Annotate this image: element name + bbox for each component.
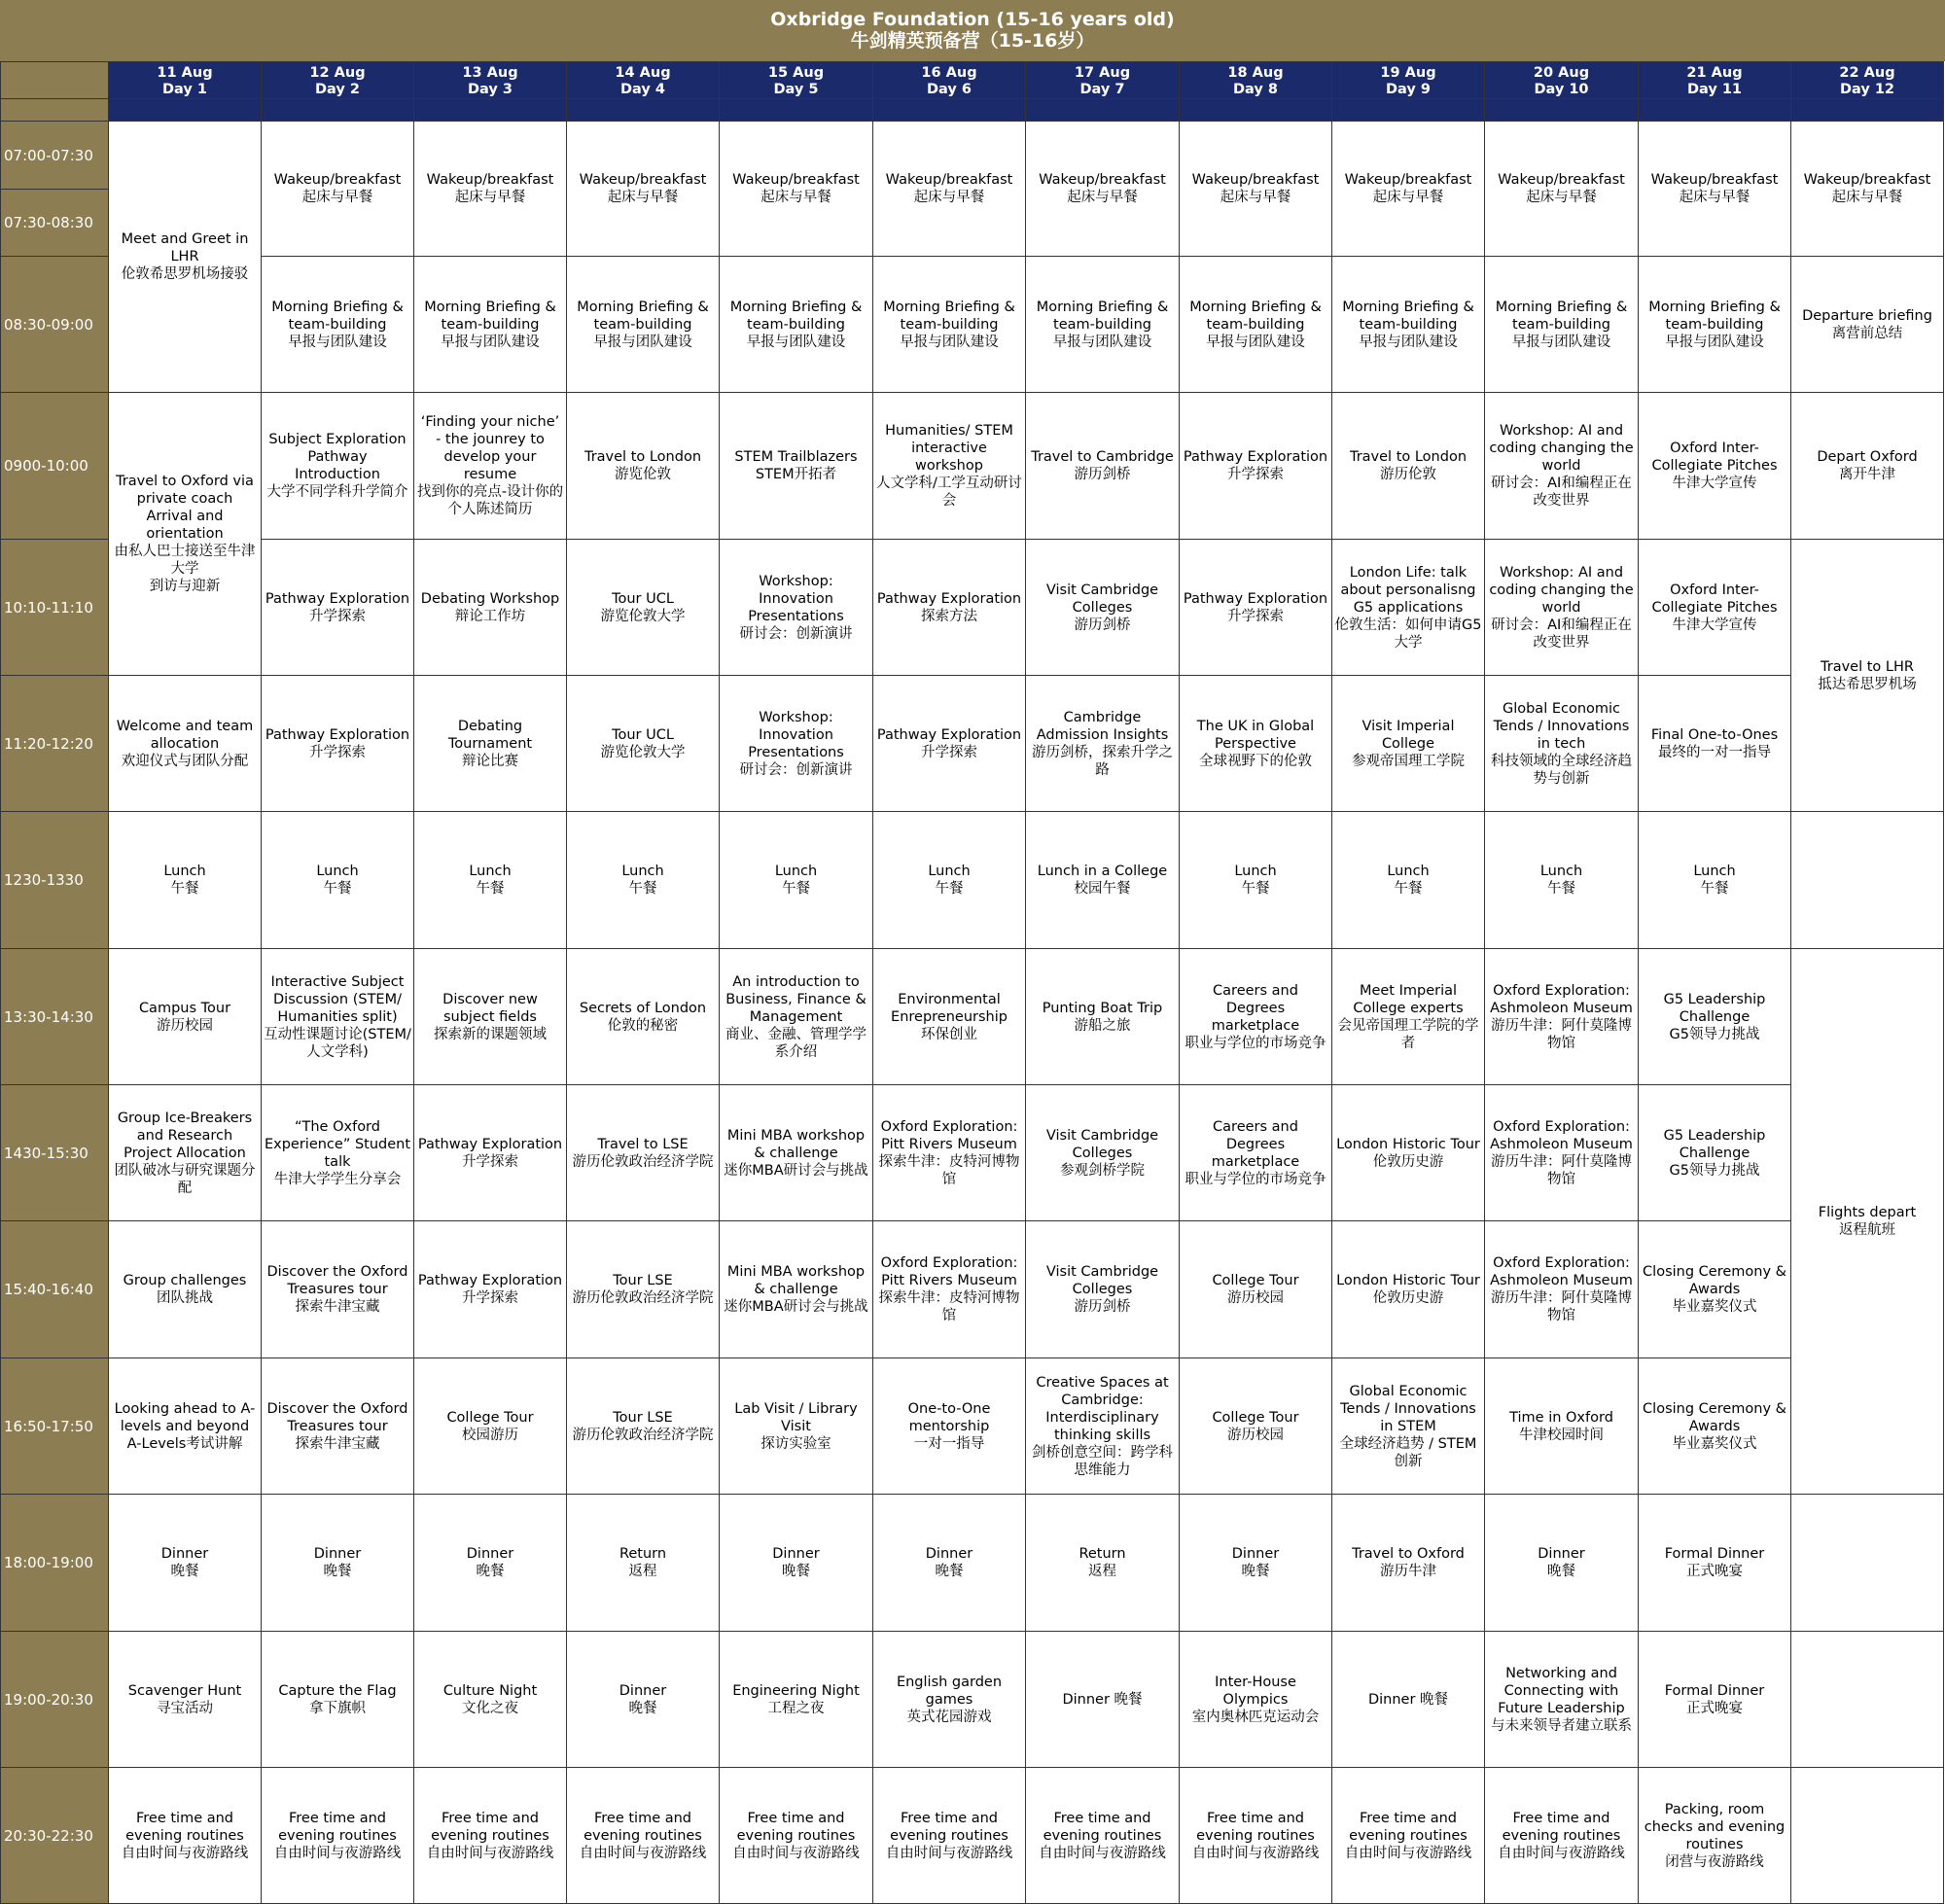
header-corner <box>1 62 109 99</box>
schedule-cell: Tour UCL 游览伦敦大学 <box>567 676 720 812</box>
day-number: Day 8 <box>1233 82 1278 97</box>
schedule-cell: Pathway Exploration 探索方法 <box>873 540 1026 676</box>
day-date: 13 Aug <box>462 65 518 81</box>
schedule-cell: Pathway Exploration 升学探索 <box>414 1085 567 1221</box>
schedule-cell: Welcome and team allocation 欢迎仪式与团队分配 <box>109 676 262 812</box>
time-slot: 13:30-14:30 <box>1 949 109 1085</box>
schedule-cell: Cambridge Admission Insights 游历剑桥，探索升学之路 <box>1026 676 1180 812</box>
schedule-cell: Careers and Degrees marketplace 职业与学位的市场竞争 <box>1180 1085 1332 1221</box>
schedule-cell: College Tour 校园游历 <box>414 1358 567 1495</box>
day-date: 11 Aug <box>157 65 213 81</box>
schedule-cell: Workshop: AI and coding changing the world 研讨会：AI和编程正在改变世界 <box>1485 540 1639 676</box>
day-date: 12 Aug <box>309 65 366 81</box>
schedule-cell: Workshop: AI and coding changing the world 研讨会：AI和编程正在改变世界 <box>1485 393 1639 540</box>
schedule-cell: Free time and evening routines 自由时间与夜游路线 <box>567 1768 720 1904</box>
schedule-cell: Dinner 晚餐 <box>109 1495 262 1632</box>
schedule-cell: Return 返程 <box>567 1495 720 1632</box>
schedule-cell: Mini MBA workshop & challenge 迷你MBA研讨会与挑战 <box>720 1085 873 1221</box>
schedule-cell: Free time and evening routines 自由时间与夜游路线 <box>720 1768 873 1904</box>
schedule-cell: Tour LSE 游历伦敦政治经济学院 <box>567 1358 720 1495</box>
schedule-cell: London Life: talk about personalisng G5 applications 伦敦生活：如何申请G5大学 <box>1332 540 1485 676</box>
schedule-cell: Group challenges 团队挑战 <box>109 1221 262 1358</box>
schedule-cell: Morning Briefing & team-building 早报与团队建设 <box>1639 257 1791 393</box>
time-slot: 07:00-07:30 <box>1 122 109 190</box>
day-number: Day 10 <box>1534 82 1589 97</box>
time-slot: 10:10-11:10 <box>1 540 109 676</box>
schedule-cell: Pathway Exploration 升学探索 <box>873 676 1026 812</box>
day-header <box>873 62 1026 99</box>
time-slot: 0900-10:00 <box>1 393 109 540</box>
day-number: Day 2 <box>315 82 360 97</box>
schedule-cell: Morning Briefing & team-building 早报与团队建设 <box>720 257 873 393</box>
day-number: Day 5 <box>773 82 819 97</box>
schedule-cell: Wakeup/breakfast 起床与早餐 <box>1332 122 1485 257</box>
day-number: Day 6 <box>927 82 972 97</box>
schedule-cell: Dinner 晚餐 <box>873 1495 1026 1632</box>
schedule-cell: The UK in Global Perspective 全球视野下的伦敦 <box>1180 676 1332 812</box>
schedule-cell: Capture the Flag 拿下旗帜 <box>262 1632 414 1768</box>
schedule-cell: Discover the Oxford Treasures tour 探索牛津宝藏 <box>262 1358 414 1495</box>
schedule-cell: Wakeup/breakfast 起床与早餐 <box>873 122 1026 257</box>
schedule-cell: Lunch 午餐 <box>1639 812 1791 949</box>
schedule-cell: Lunch 午餐 <box>720 812 873 949</box>
schedule-cell: Free time and evening routines 自由时间与夜游路线 <box>1485 1768 1639 1904</box>
schedule-cell: Final One-to-Ones 最终的一对一指导 <box>1639 676 1791 812</box>
schedule-cell: Dinner 晚餐 <box>720 1495 873 1632</box>
day-date: 15 Aug <box>767 65 825 81</box>
schedule-cell: Dinner 晚餐 <box>1485 1495 1639 1632</box>
schedule-cell: Dinner 晚餐 <box>1026 1632 1180 1768</box>
schedule-cell: Morning Briefing & team-building 早报与团队建设 <box>262 257 414 393</box>
day-date: 18 Aug <box>1227 65 1284 81</box>
schedule-cell: Oxford Inter-Collegiate Pitches 牛津大学宣传 <box>1639 540 1791 676</box>
header-corner <box>1 99 109 122</box>
schedule-cell: Wakeup/breakfast 起床与早餐 <box>1791 122 1944 257</box>
schedule-cell: Oxford Exploration: Ashmoleon Museum 游历牛津：阿什莫隆博物馆 <box>1485 949 1639 1085</box>
day-header-row-2 <box>1 99 1944 122</box>
schedule-cell: Dinner 晚餐 <box>567 1632 720 1768</box>
schedule-cell: Oxford Inter-Collegiate Pitches 牛津大学宣传 <box>1639 393 1791 540</box>
schedule-cell: Free time and evening routines 自由时间与夜游路线 <box>873 1768 1026 1904</box>
schedule-cell: Lunch 午餐 <box>1180 812 1332 949</box>
schedule-cell: Pathway Exploration 升学探索 <box>414 1221 567 1358</box>
day-date: 16 Aug <box>921 65 977 81</box>
schedule-cell: London Historic Tour 伦敦历史游 <box>1332 1221 1485 1358</box>
schedule-cell: Pathway Exploration 升学探索 <box>262 676 414 812</box>
time-slot: 20:30-22:30 <box>1 1768 109 1904</box>
time-slot: 16:50-17:50 <box>1 1358 109 1495</box>
schedule-cell: Wakeup/breakfast 起床与早餐 <box>1639 122 1791 257</box>
day-number: Day 4 <box>620 82 665 97</box>
schedule-cell: Debating Workshop 辩论工作坊 <box>414 540 567 676</box>
schedule-cell: Morning Briefing & team-building 早报与团队建设 <box>1026 257 1180 393</box>
day-header-row <box>1 62 1944 99</box>
schedule-cell: Oxford Exploration: Ashmoleon Museum 游历牛津：阿什莫隆博物馆 <box>1485 1085 1639 1221</box>
day-header <box>720 62 873 99</box>
schedule-cell: Oxford Exploration: Pitt Rivers Museum 探索牛津：皮特河博物馆 <box>873 1221 1026 1358</box>
schedule-cell: Wakeup/breakfast 起床与早餐 <box>720 122 873 257</box>
title-english: Oxbridge Foundation (15-16 years old) <box>770 9 1175 30</box>
schedule-cell <box>1791 812 1944 949</box>
schedule-cell: Lunch in a College 校园午餐 <box>1026 812 1180 949</box>
schedule-cell: An introduction to Business, Finance & Management 商业、金融、管理学学系介绍 <box>720 949 873 1085</box>
schedule-cell: Flights depart 返程航班 <box>1791 949 1944 1495</box>
schedule-cell: Lunch 午餐 <box>1485 812 1639 949</box>
page-title <box>0 0 1945 61</box>
schedule-cell: Depart Oxford 离开牛津 <box>1791 393 1944 540</box>
schedule-cell: Debating Tournament 辩论比赛 <box>414 676 567 812</box>
schedule-cell: Lunch 午餐 <box>873 812 1026 949</box>
schedule-cell: Dinner 晚餐 <box>262 1495 414 1632</box>
schedule-cell: Free time and evening routines 自由时间与夜游路线 <box>109 1768 262 1904</box>
day-header <box>1791 62 1944 99</box>
day-number: Day 11 <box>1686 82 1743 97</box>
schedule-cell: Oxford Exploration: Pitt Rivers Museum 探索牛津：皮特河博物馆 <box>873 1085 1026 1221</box>
schedule-cell: One-to-One mentorship 一对一指导 <box>873 1358 1026 1495</box>
schedule-cell: ‘Finding your niche’ - the jounrey to develop your resume 找到你的亮点-设计你的个人陈述简历 <box>414 393 567 540</box>
schedule-cell: Dinner 晚餐 <box>414 1495 567 1632</box>
day-date: 14 Aug <box>615 65 671 81</box>
schedule-cell: Meet and Greet in LHR 伦敦希思罗机场接驳 <box>109 122 262 393</box>
schedule-cell: Travel to Oxford via private coach Arrival and orientation 由私人巴士接送至牛津大学 到访与迎新 <box>109 393 262 676</box>
schedule-cell: Careers and Degrees marketplace 职业与学位的市场竞争 <box>1180 949 1332 1085</box>
day-header <box>1180 62 1332 99</box>
schedule-cell: “The Oxford Experience” Student talk 牛津大学学生分享会 <box>262 1085 414 1221</box>
schedule-cell: G5 Leadership Challenge G5领导力挑战 <box>1639 949 1791 1085</box>
schedule-cell: Closing Ceremony & Awards 毕业嘉奖仪式 <box>1639 1358 1791 1495</box>
schedule-cell: Humanities/ STEM interactive workshop 人文学科/工学互动研讨会 <box>873 393 1026 540</box>
schedule-cell: Visit Imperial College 参观帝国理工学院 <box>1332 676 1485 812</box>
schedule-cell: Dinner 晚餐 <box>1180 1495 1332 1632</box>
schedule-cell: Workshop: Innovation Presentations 研讨会：创新演讲 <box>720 540 873 676</box>
schedule-cell: Subject Exploration Pathway Introduction 大学不同学科升学简介 <box>262 393 414 540</box>
schedule-cell: Visit Cambridge Colleges 游历剑桥 <box>1026 540 1180 676</box>
title-chinese: 牛剑精英预备营（15-16岁） <box>850 30 1095 52</box>
time-slot: 18:00-19:00 <box>1 1495 109 1632</box>
day-header <box>414 62 567 99</box>
schedule-cell: Global Economic Tends / Innovations in tech 科技领域的全球经济趋势与创新 <box>1485 676 1639 812</box>
day-header <box>1485 62 1639 99</box>
schedule-cell: Meet Imperial College experts 会见帝国理工学院的学者 <box>1332 949 1485 1085</box>
schedule-cell <box>1791 1768 1944 1904</box>
day-number: Day 3 <box>468 82 513 97</box>
schedule-cell: Travel to London 游历伦敦 <box>1332 393 1485 540</box>
schedule-cell <box>1791 1495 1944 1632</box>
schedule-cell: Travel to LHR 抵达希思罗机场 <box>1791 540 1944 812</box>
day-number: Day 12 <box>1839 82 1895 97</box>
schedule-cell: Travel to London 游览伦敦 <box>567 393 720 540</box>
time-slot: 19:00-20:30 <box>1 1632 109 1768</box>
schedule-cell: Wakeup/breakfast 起床与早餐 <box>1485 122 1639 257</box>
schedule-cell: Looking ahead to A-levels and beyond A-Levels考试讲解 <box>109 1358 262 1495</box>
schedule-cell: English garden games 英式花园游戏 <box>873 1632 1026 1768</box>
schedule-cell: Dinner 晚餐 <box>1332 1632 1485 1768</box>
schedule-cell: Tour UCL 游览伦敦大学 <box>567 540 720 676</box>
day-number: Day 1 <box>162 82 207 97</box>
schedule-cell: Travel to LSE 游历伦敦政治经济学院 <box>567 1085 720 1221</box>
time-slot: 15:40-16:40 <box>1 1221 109 1358</box>
schedule-cell: Discover the Oxford Treasures tour 探索牛津宝藏 <box>262 1221 414 1358</box>
day-header <box>567 62 720 99</box>
schedule-cell: Departure briefing 离营前总结 <box>1791 257 1944 393</box>
schedule-cell: Pathway Exploration 升学探索 <box>1180 393 1332 540</box>
schedule-cell: Free time and evening routines 自由时间与夜游路线 <box>1332 1768 1485 1904</box>
schedule-cell: Inter-House Olympics 室内奥林匹克运动会 <box>1180 1632 1332 1768</box>
schedule-cell: Wakeup/breakfast 起床与早餐 <box>567 122 720 257</box>
day-date: 19 Aug <box>1380 65 1436 81</box>
schedule-cell: Formal Dinner 正式晚宴 <box>1639 1632 1791 1768</box>
time-slot: 1230-1330 <box>1 812 109 949</box>
schedule-cell: College Tour 游历校园 <box>1180 1358 1332 1495</box>
day-date: 20 Aug <box>1533 65 1590 81</box>
schedule-cell: Mini MBA workshop & challenge 迷你MBA研讨会与挑战 <box>720 1221 873 1358</box>
schedule-cell: Creative Spaces at Cambridge: Interdisciplinary thinking skills 剑桥创意空间：跨学科思维能力 <box>1026 1358 1180 1495</box>
schedule-cell: Pathway Exploration 升学探索 <box>262 540 414 676</box>
schedule-cell: Wakeup/breakfast 起床与早餐 <box>414 122 567 257</box>
schedule-cell: Free time and evening routines 自由时间与夜游路线 <box>262 1768 414 1904</box>
schedule-cell: Lab Visit / Library Visit 探访实验室 <box>720 1358 873 1495</box>
schedule-cell: Workshop: Innovation Presentations 研讨会：创新演讲 <box>720 676 873 812</box>
schedule-cell: Wakeup/breakfast 起床与早餐 <box>1180 122 1332 257</box>
day-header <box>262 62 414 99</box>
schedule-cell: Interactive Subject Discussion (STEM/ Humanities split) 互动性课题讨论(STEM/人文学科) <box>262 949 414 1085</box>
schedule-cell: Travel to Oxford 游历牛津 <box>1332 1495 1485 1632</box>
schedule-cell: Oxford Exploration: Ashmoleon Museum 游历牛津：阿什莫隆博物馆 <box>1485 1221 1639 1358</box>
schedule-cell: Morning Briefing & team-building 早报与团队建设 <box>1485 257 1639 393</box>
schedule-cell: Scavenger Hunt 寻宝活动 <box>109 1632 262 1768</box>
day-header <box>1026 62 1180 99</box>
schedule-cell: Morning Briefing & team-building 早报与团队建设 <box>1332 257 1485 393</box>
schedule-cell: Culture Night 文化之夜 <box>414 1632 567 1768</box>
schedule-cell: Return 返程 <box>1026 1495 1180 1632</box>
schedule-cell: Packing, room checks and evening routines 闭营与夜游路线 <box>1639 1768 1791 1904</box>
schedule-cell: Formal Dinner 正式晚宴 <box>1639 1495 1791 1632</box>
day-date: 17 Aug <box>1074 65 1131 81</box>
schedule-cell: Free time and evening routines 自由时间与夜游路线 <box>1026 1768 1180 1904</box>
schedule-table <box>0 61 1944 1904</box>
schedule-cell: College Tour 游历校园 <box>1180 1221 1332 1358</box>
schedule-cell: Wakeup/breakfast 起床与早餐 <box>1026 122 1180 257</box>
schedule-cell: Time in Oxford 牛津校园时间 <box>1485 1358 1639 1495</box>
day-header <box>1332 62 1485 99</box>
schedule-cell: Lunch 午餐 <box>262 812 414 949</box>
day-number: Day 9 <box>1386 82 1431 97</box>
schedule-cell: STEM Trailblazers STEM开拓者 <box>720 393 873 540</box>
schedule-cell: Closing Ceremony & Awards 毕业嘉奖仪式 <box>1639 1221 1791 1358</box>
schedule-cell: Global Economic Tends / Innovations in STEM 全球经济趋势 / STEM创新 <box>1332 1358 1485 1495</box>
schedule-cell: Lunch 午餐 <box>1332 812 1485 949</box>
schedule-cell: G5 Leadership Challenge G5领导力挑战 <box>1639 1085 1791 1221</box>
day-date: 22 Aug <box>1839 65 1895 81</box>
schedule-cell: Discover new subject fields 探索新的课题领域 <box>414 949 567 1085</box>
schedule-cell: Punting Boat Trip 游船之旅 <box>1026 949 1180 1085</box>
schedule-cell: Networking and Connecting with Future Leadership 与未来领导者建立联系 <box>1485 1632 1639 1768</box>
time-slot: 11:20-12:20 <box>1 676 109 812</box>
schedule-cell: Wakeup/breakfast 起床与早餐 <box>262 122 414 257</box>
schedule-cell: Travel to Cambridge 游历剑桥 <box>1026 393 1180 540</box>
schedule-cell: Engineering Night 工程之夜 <box>720 1632 873 1768</box>
time-slot: 08:30-09:00 <box>1 257 109 393</box>
time-slot: 07:30-08:30 <box>1 190 109 257</box>
schedule-cell: Free time and evening routines 自由时间与夜游路线 <box>1180 1768 1332 1904</box>
schedule-cell: Morning Briefing & team-building 早报与团队建设 <box>567 257 720 393</box>
schedule-cell: Group Ice-Breakers and Research Project Allocation 团队破冰与研究课题分配 <box>109 1085 262 1221</box>
schedule-cell: Pathway Exploration 升学探索 <box>1180 540 1332 676</box>
day-header <box>1639 62 1791 99</box>
day-number: Day 7 <box>1079 82 1125 97</box>
schedule-cell: Lunch 午餐 <box>109 812 262 949</box>
schedule-cell: Environmental Enrepreneurship 环保创业 <box>873 949 1026 1085</box>
schedule-cell: Free time and evening routines 自由时间与夜游路线 <box>414 1768 567 1904</box>
schedule-cell: Visit Cambridge Colleges 参观剑桥学院 <box>1026 1085 1180 1221</box>
schedule-cell: Morning Briefing & team-building 早报与团队建设 <box>873 257 1026 393</box>
day-header <box>109 62 262 99</box>
time-slot: 1430-15:30 <box>1 1085 109 1221</box>
schedule-cell: Lunch 午餐 <box>567 812 720 949</box>
schedule-cell: London Historic Tour 伦敦历史游 <box>1332 1085 1485 1221</box>
schedule-cell <box>1791 1632 1944 1768</box>
schedule-cell: Lunch 午餐 <box>414 812 567 949</box>
schedule-cell: Morning Briefing & team-building 早报与团队建设 <box>1180 257 1332 393</box>
schedule-cell: Visit Cambridge Colleges 游历剑桥 <box>1026 1221 1180 1358</box>
schedule-cell: Tour LSE 游历伦敦政治经济学院 <box>567 1221 720 1358</box>
day-date: 21 Aug <box>1686 65 1743 81</box>
schedule-cell: Morning Briefing & team-building 早报与团队建设 <box>414 257 567 393</box>
schedule-cell: Secrets of London 伦敦的秘密 <box>567 949 720 1085</box>
schedule-cell: Campus Tour 游历校园 <box>109 949 262 1085</box>
